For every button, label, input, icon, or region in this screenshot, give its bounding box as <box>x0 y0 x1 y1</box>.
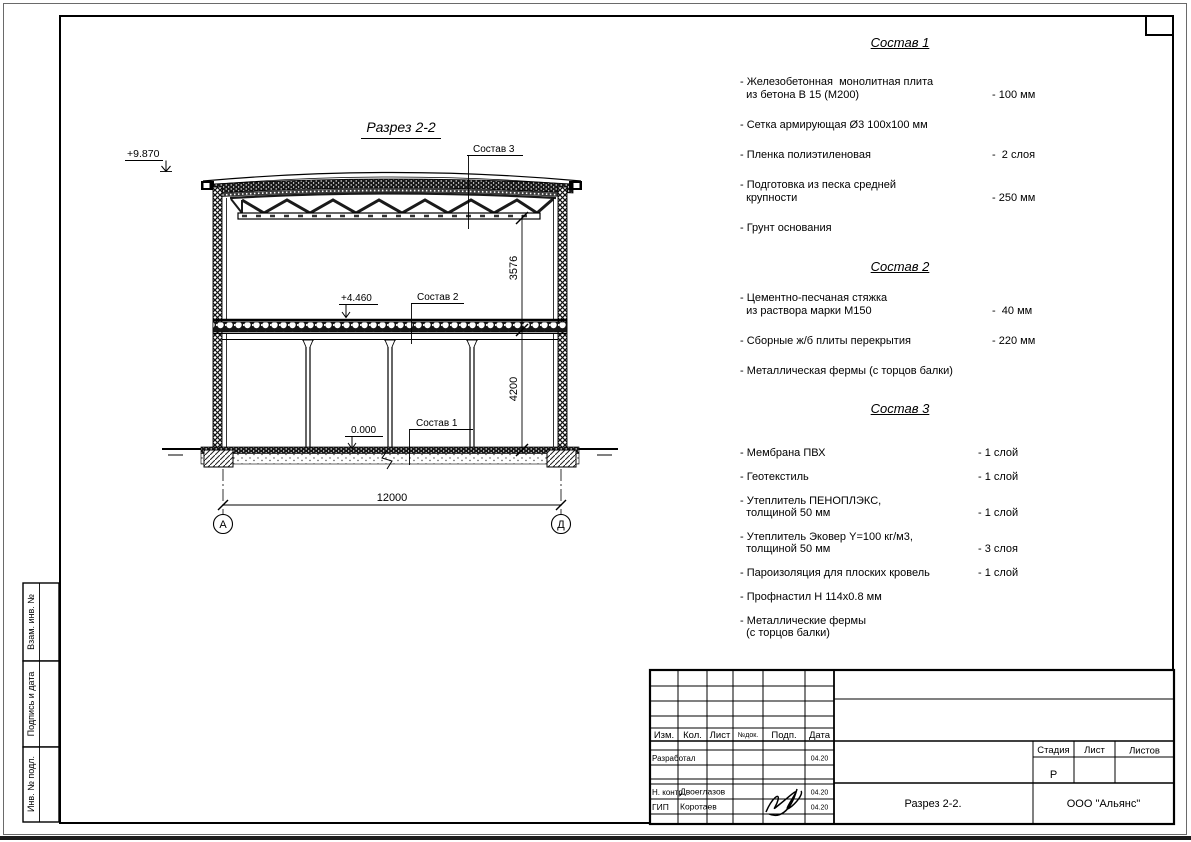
composition-line: толщиной 50 мм - 1 слой <box>740 507 1019 519</box>
composition-item <box>740 447 1070 459</box>
composition-item <box>740 76 1070 102</box>
composition-line: из бетона В 15 (М200) - 100 мм <box>740 89 1036 101</box>
composition-line: толщиной 50 мм - 3 слоя <box>740 543 1019 555</box>
tb-row-gip-date: 04.20 <box>810 804 829 812</box>
composition-item <box>740 531 1070 555</box>
composition-line: - Профнастил Н 114х0.8 мм <box>740 591 882 603</box>
elevation-floor-mark <box>345 425 383 449</box>
elevation-floor-value: 0.000 <box>351 425 377 436</box>
composition-item <box>740 222 1070 235</box>
composition-line: крупности - 250 мм <box>740 192 1036 204</box>
composition-line: - Мембрана ПВХ - 1 слой <box>740 447 1019 459</box>
composition-3-items <box>740 447 1070 651</box>
composition-item <box>740 567 1070 579</box>
tb-header-ndok: №док. <box>737 732 759 739</box>
elevation-slab-value: +4.460 <box>341 293 372 304</box>
composition-line: - Геотекстиль - 1 слой <box>740 471 1019 483</box>
composition-value: - 1 слой <box>978 567 1019 579</box>
composition-line: - Цементно-песчаная стяжка <box>740 292 888 304</box>
dim-lower: 4200 <box>508 376 520 402</box>
composition-item <box>740 292 1070 318</box>
composition-item <box>740 119 1070 132</box>
tb-sheets-label: Листов <box>1129 745 1160 757</box>
tb-row-nkontr-name: Двоеглазов <box>680 786 726 797</box>
walls <box>213 187 567 450</box>
composition-line: - Грунт основания <box>740 222 832 234</box>
composition-line: - Железобетонная монолитная плита <box>740 76 934 88</box>
composition-value: - 40 мм <box>992 305 1033 317</box>
tb-company: ООО "Альянс" <box>1066 798 1141 810</box>
composition-line: - Пароизоляция для плоских кровель - 1 слой <box>740 567 1019 579</box>
composition-3-title: Состав 3 <box>870 401 930 416</box>
tb-header-kol: Кол. <box>683 730 702 741</box>
tb-header-podp: Подп. <box>771 730 797 741</box>
dim-span: 12000 <box>376 492 408 504</box>
tb-header-data: Дата <box>808 730 831 741</box>
leader-sostav2-label: Состав 2 <box>417 292 459 303</box>
sidebar-stamps <box>18 578 62 828</box>
composition-line: - Металлические фермы <box>740 615 867 627</box>
roof-truss <box>230 194 556 220</box>
composition-value: - 1 слой <box>978 471 1019 483</box>
tb-row-razrabotal-role: Разработал <box>652 754 696 763</box>
composition-item <box>740 471 1070 483</box>
corner-stamp-box <box>1145 15 1174 36</box>
composition-line: - Подготовка из песка средней <box>740 179 896 191</box>
sidebar-label-podpis: Подпись и дата <box>26 671 36 737</box>
floor-slab <box>213 320 567 340</box>
elevation-slab-mark <box>339 293 378 318</box>
axis-right-label: Д <box>557 519 565 531</box>
composition-item <box>740 149 1070 162</box>
axis-left-label: А <box>219 519 227 531</box>
title-block <box>646 666 1178 828</box>
section-drawing <box>100 100 645 545</box>
foundation-right <box>547 450 576 467</box>
composition-value: - 250 мм <box>992 192 1036 204</box>
elevation-roof-mark <box>125 148 172 172</box>
composition-line: - Утеплитель Эковер Y=100 кг/м3, <box>740 531 913 543</box>
span-dimension <box>214 469 571 534</box>
composition-item <box>740 615 1070 639</box>
tb-row-nkontr-date: 04.20 <box>810 789 829 797</box>
composition-item <box>740 365 1070 378</box>
columns <box>302 340 478 449</box>
tb-row-gip-name: Коротаев <box>680 801 717 812</box>
tb-doc-title: Разрез 2-2. <box>904 798 962 810</box>
composition-value: - 2 слоя <box>992 149 1036 161</box>
elevation-roof-value: +9.870 <box>127 148 160 160</box>
composition-value: - 220 мм <box>992 335 1036 347</box>
tb-header-list: Лист <box>709 730 731 741</box>
tb-header-izm: Изм. <box>653 730 675 741</box>
sidebar-label-vzam: Взам. инв. № <box>26 594 36 650</box>
tb-row-gip-role: ГИП <box>652 802 669 812</box>
leader-sostav2 <box>411 292 464 344</box>
composition-value: - 1 слой <box>978 447 1019 459</box>
vertical-dimension <box>508 212 528 456</box>
tb-row-razrabotal-date: 04.20 <box>810 755 829 763</box>
composition-line: - Сетка армирующая Ø3 100х100 мм <box>740 119 928 131</box>
composition-line: - Сборные ж/б плиты перекрытия - 220 мм <box>740 335 1036 347</box>
leader-sostav1-label: Состав 1 <box>416 418 458 429</box>
tb-row-nkontr-role: Н. контр. <box>652 788 686 797</box>
dim-upper: 3576 <box>508 255 520 281</box>
leader-sostav3-label: Состав 3 <box>473 144 515 155</box>
composition-line: из раствора марки М150 - 40 мм <box>740 305 1033 317</box>
section-title: Разрез 2-2 <box>366 119 436 135</box>
tb-stage-value: Р <box>1049 769 1058 781</box>
composition-line: - Пленка полиэтиленовая - 2 слоя <box>740 149 1036 161</box>
tb-sheet-label: Лист <box>1084 745 1105 756</box>
composition-value: - 100 мм <box>992 89 1036 101</box>
ground-floor <box>162 447 618 469</box>
composition-line: - Утеплитель ПЕНОПЛЭКС, <box>740 495 882 507</box>
composition-2-title: Состав 2 <box>870 259 930 274</box>
page-bottom-edge <box>0 836 1191 840</box>
composition-item <box>740 591 1070 603</box>
composition-1-title: Состав 1 <box>870 35 930 50</box>
composition-item <box>740 495 1070 519</box>
foundation-left <box>204 450 233 467</box>
composition-item <box>740 179 1070 205</box>
sidebar-label-inv: Инв. № подл. <box>26 755 36 813</box>
composition-value: - 3 слоя <box>978 543 1019 555</box>
composition-line: - Металлическая фермы (с торцов балки) <box>740 365 953 377</box>
composition-2-items <box>740 292 1070 395</box>
composition-item <box>740 335 1070 348</box>
composition-value: - 1 слой <box>978 507 1019 519</box>
composition-line: (с торцов балки) <box>740 627 830 639</box>
tb-stage-label: Стадия <box>1037 745 1070 756</box>
composition-1-items <box>740 76 1070 252</box>
